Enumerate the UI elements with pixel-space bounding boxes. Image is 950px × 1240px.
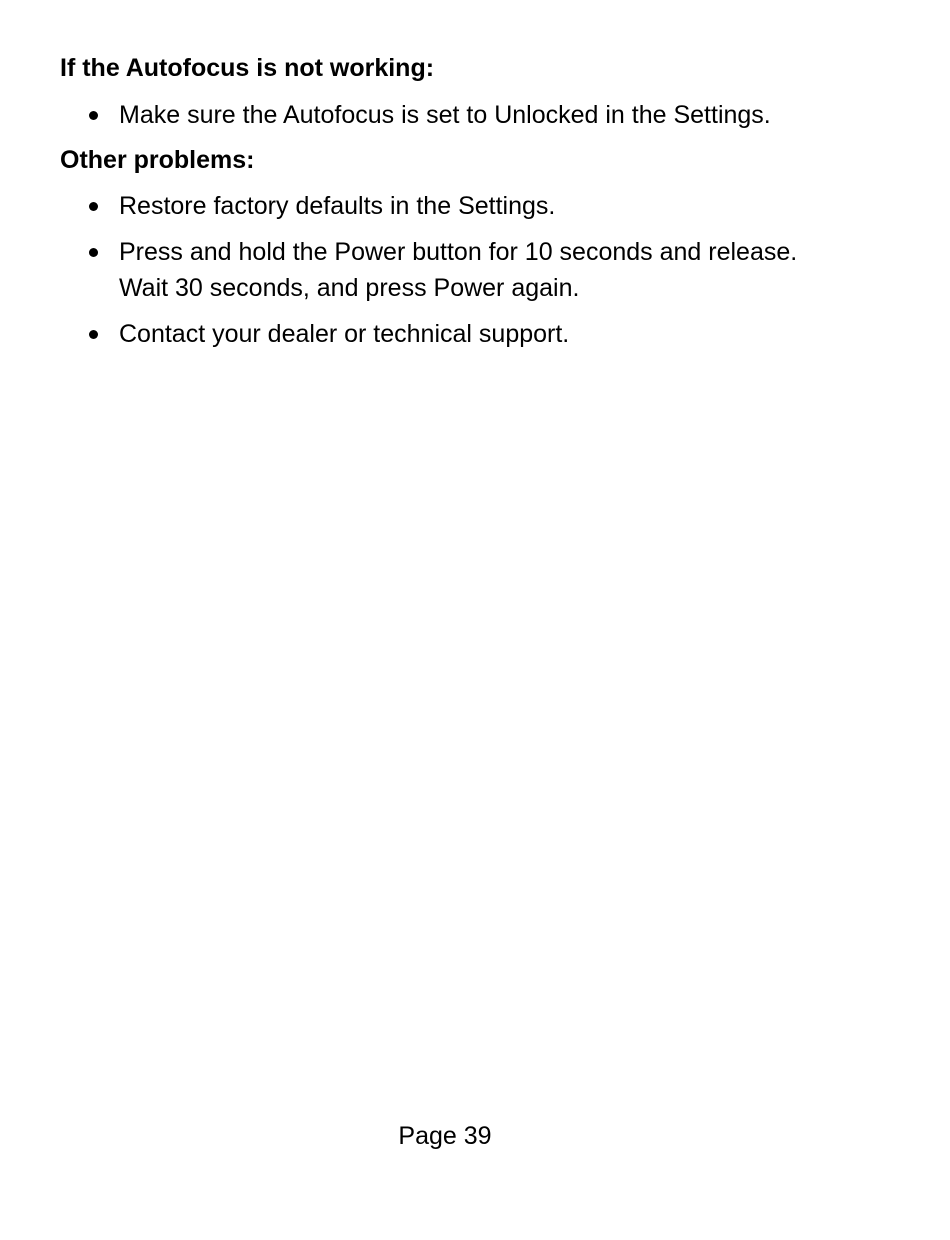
bullet-icon [89,202,98,211]
bullet-icon [89,330,98,339]
list-item [0,234,879,306]
list-item-text: Make sure the Autofocus is set to Unlocked in the Settings. [119,101,771,129]
autofocus-bullet-list [0,97,879,133]
bullet-icon [89,248,98,257]
list-item [0,188,879,224]
list-item-text: Restore factory defaults in the Settings. [119,192,556,220]
section-heading-autofocus: If the Autofocus is not working: [60,54,435,82]
list-item-text: Contact your dealer or technical support. [119,320,570,348]
list-item-text-line-2: Wait 30 seconds, and press Power again. [119,274,580,302]
list-item [0,97,879,133]
list-item-text-line-1: Press and hold the Power button for 10 seconds and release. [119,238,798,266]
bullet-icon [89,111,98,120]
page-number: Page 39 [398,1122,492,1150]
other-problems-bullet-list [0,188,879,352]
section-heading-other-problems: Other problems: [60,146,255,174]
list-item [0,316,879,352]
